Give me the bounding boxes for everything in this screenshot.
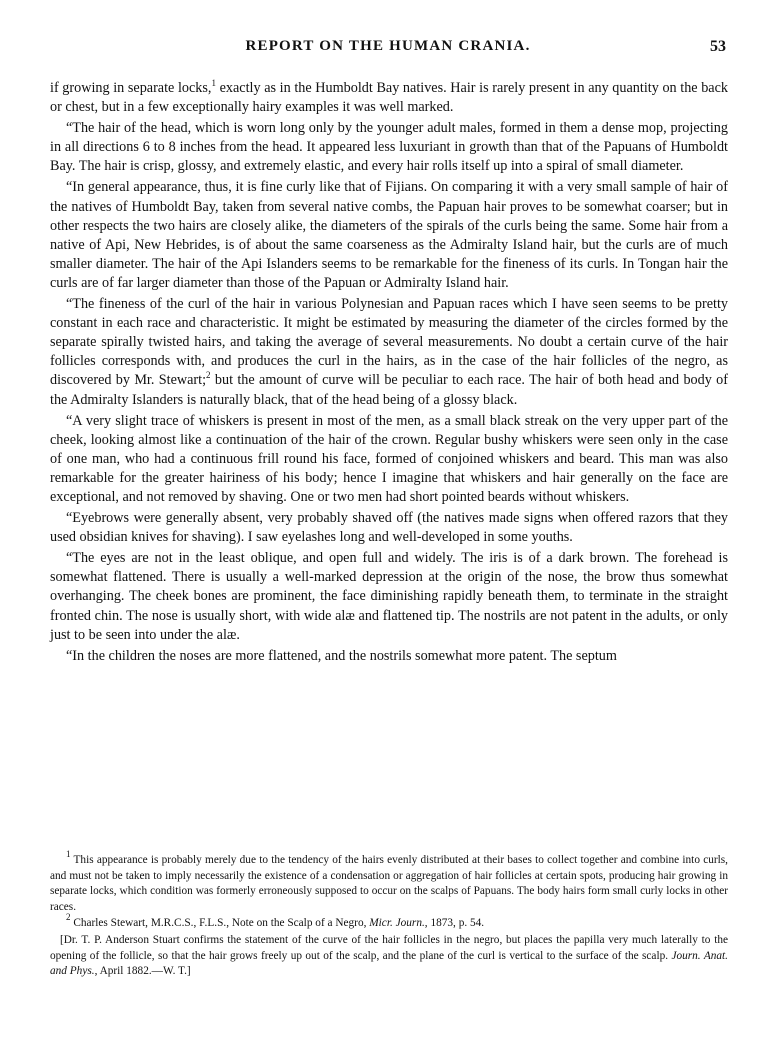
editor-note-journal: Journ. Anat. and Phys. bbox=[50, 949, 728, 978]
paragraph-4 bbox=[50, 295, 728, 410]
editor-note bbox=[50, 933, 728, 980]
page-header bbox=[50, 38, 726, 60]
paragraph-7: “The eyes are not in the least oblique, and open full and widely. The iris is of a dark brown. The forehead is somewhat flattened. There is usually a well-marked depression at the origin of the nose, the brow thus somewhat overhanging. The cheek bones are prominent, the face diminishing rapidly beneath them, to terminate in the straight fronted chin. The nose is usually short, with wide alæ and flattened tip. The nostrils are not patent in the adults, or only just to be seen into under the alæ. bbox=[50, 550, 728, 643]
footnote-2 bbox=[50, 912, 728, 932]
footnote-1-mark: 1 bbox=[66, 849, 71, 859]
footnote-2-journal: Micr. Journ. bbox=[369, 917, 425, 930]
editor-note-text-after: , April 1882.—W. T.] bbox=[94, 965, 191, 978]
footnote-2-text: Charles Stewart, M.R.C.S., F.L.S., Note on the Scalp of a Negro, bbox=[70, 917, 370, 930]
footnote-ref-1: 1 bbox=[211, 78, 216, 88]
paragraph-2: “The hair of the head, which is worn long only by the younger adult males, formed in them a dense mop, projecting in all directions 6 to 8 inches from the head. It appeared less luxuriant in growth than that of the Papuans of Humboldt Bay. The hair is crisp, glossy, and extremely elastic, and every hair rolls itself up into a spiral of small diameter. bbox=[50, 120, 728, 175]
body-text bbox=[50, 79, 728, 668]
paragraph-6: “Eyebrows were generally absent, very probably shaved off (the natives made signs when offered razors that they used obsidian knives for shaving). I saw eyelashes long and well-developed in some youths. bbox=[50, 510, 728, 546]
footnote-1 bbox=[50, 849, 728, 915]
paragraph-4-rest: but the amount of curve will be peculiar to each race. The hair of both head and body of the Admiralty Islanders is naturally black, that of the head being of a glossy black. bbox=[50, 372, 728, 408]
paragraph-1 bbox=[50, 79, 728, 117]
page-number: 53 bbox=[710, 38, 726, 55]
footnotes bbox=[50, 849, 728, 981]
paragraph-1-text: if growing in separate locks, bbox=[50, 80, 212, 96]
footnote-ref-2: 2 bbox=[206, 370, 211, 381]
editor-note-text: [Dr. T. P. Anderson Stuart confirms the statement of the curve of the hair follicles in the negro, but places the papilla very much laterally to the opening of the follicle, so that the hair grows freely up out of the scalp, and the plane of the curl is vertical to the surface of the scalp. bbox=[50, 933, 728, 962]
running-title: REPORT ON THE HUMAN CRANIA. bbox=[245, 38, 531, 54]
paragraph-8: “In the children the noses are more flattened, and the nostrils somewhat more patent. The septum bbox=[66, 647, 617, 664]
paragraph-1-rest: exactly as in the Humboldt Bay natives. Hair is rarely present in any quantity on the back or chest, but in a few exceptionally hairy examples it was well marked. bbox=[50, 80, 728, 116]
paragraph-4-text: “The fineness of the curl of the hair in various Polynesian and Papuan races which I have seen seems to be pretty constant in each race and characteristic. It might be estimated by measuring the diameter of the circles formed by the separate spirally twisted hairs, and taking the average of several measurements. No doubt a certain curve of the hair follicles corresponds with, and produces the curl in the hairs, as in the case of the hair follicles of the negro, as discovered by Mr. Stewart; bbox=[50, 296, 728, 389]
footnote-2-mark: 2 bbox=[66, 912, 71, 923]
paragraph-5: “A very slight trace of whiskers is present in most of the men, as a small black streak on the very upper part of the cheek, looking almost like a continuation of the hair of the crown. Regular bushy whiskers were seen only in the case of one man, who had a continuous frill round his face, formed of conjoined whiskers and beard. This man was also remarkable for the greater hairiness of his body; hence I imagine that whiskers and hair generally on the face are exceptional, and not removed by shaving. One or two men had short pointed beards without whiskers. bbox=[50, 412, 728, 505]
footnote-1-text: This appearance is probably merely due to the tendency of the hairs evenly distributed at their bases to collect together and combine into curls, and must not be taken to imply necessarily the existence of a condensation or aggregation of hair follicles at certain spots, producing hair growing in separate locks, which condition was formerly erroneously supposed to occur on the scalps of Papuans. The body hairs form small curly locks in other races. bbox=[50, 854, 728, 913]
footnote-2-text-after: , 1873, p. 54. bbox=[424, 917, 485, 930]
paragraph-3: “In general appearance, thus, it is fine curly like that of Fijians. On comparing it with a very small sample of hair of the natives of Humboldt Bay, taken from several native combs, the Papuan hair proves to be somewhat coarser; but in other respects the two hairs are closely alike, the diameters of the spirals of the curls being the same. Some hair from a native of Api, New Hebrides, is of about the same coarseness as the Admiralty Island hair, but the curls are of much smaller diameter. The hair of the Api Islanders seems to be remarkable for the fineness of its curls. In Tongan hair the curls are of far larger diameter than those of the Papuan or Admiralty Island hair. bbox=[50, 179, 728, 291]
